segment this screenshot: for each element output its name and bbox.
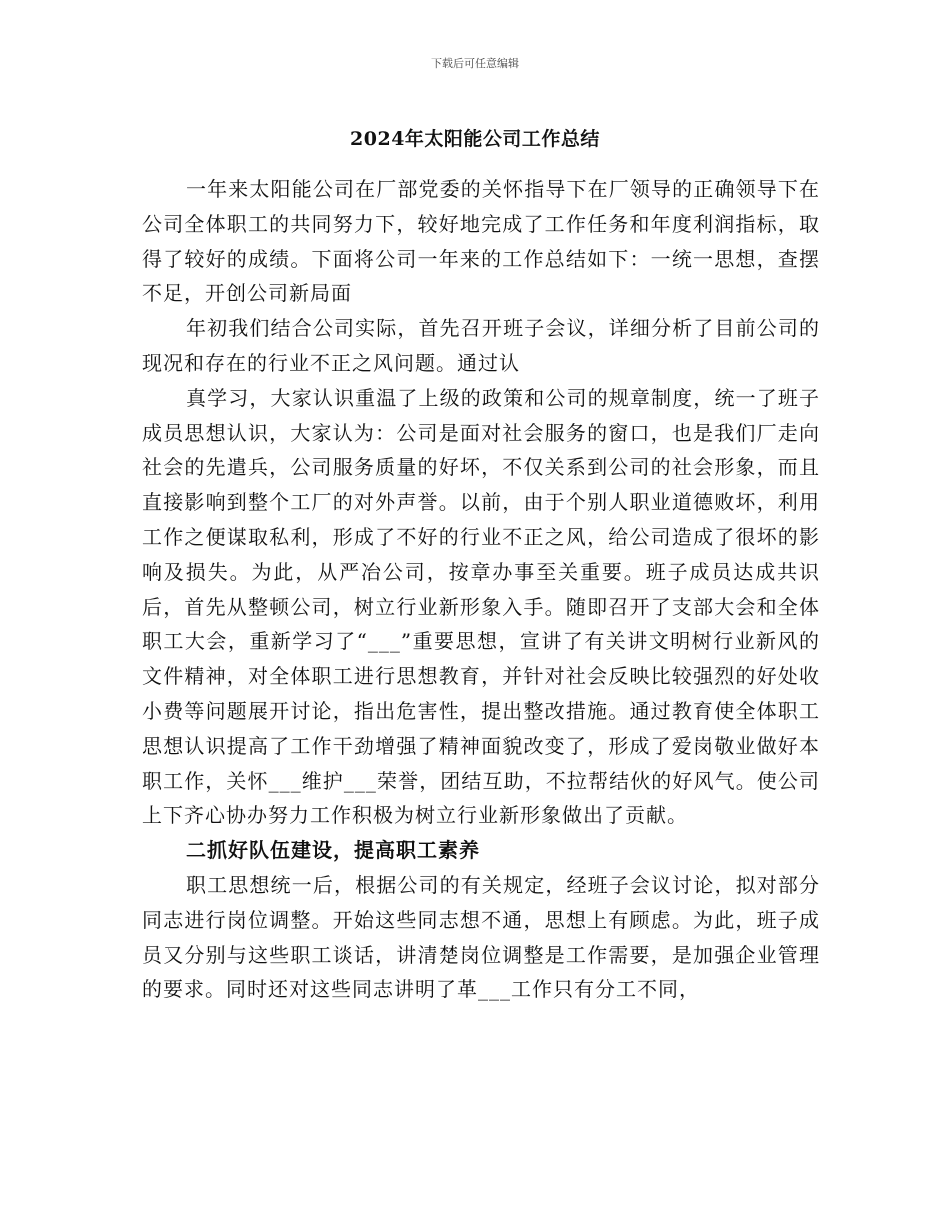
section-heading-team-building: 二抓好队伍建设，提高职工素养 <box>186 838 480 863</box>
document-title: 2024年太阳能公司工作总结 <box>350 128 600 150</box>
paragraph-meeting: 年初我们结合公司实际，首先召开班子会议，详细分析了目前公司的现况和存在的行业不正之风问题。通过认 <box>142 316 820 375</box>
paragraph-staff-adjustment: 职工思想统一后，根据公司的有关规定，经班子会议讨论，拟对部分同志进行岗位调整。开始这些同志想不通，思想上有顾虑。为此，班子成员又分别与这些职工谈话，讲清楚岗位调整是工作需要，是加强企业管理的要求。同时还对这些同志讲明了革___工作只有分工不同， <box>142 872 820 1002</box>
document-body <box>142 172 820 1007</box>
header-note: 下载后可任意编辑 <box>431 57 519 70</box>
paragraph-study: 真学习，大家认识重温了上级的政策和公司的规章制度，统一了班子成员思想认识，大家认为：公司是面对社会服务的窗口，也是我们厂走向社会的先遣兵，公司服务质量的好坏，不仅关系到公司的社会形象，而且直接影响到整个工厂的对外声誉。以前，由于个别人职业道德败坏，利用工作之便谋取私利，形成了不好的行业不正之风，给公司造成了很坏的影响及损失。为此，从严冶公司，按章办事至关重要。班子成员达成共识后，首先从整顿公司，树立行业新形象入手。随即召开了支部大会和全体职工大会，重新学习了“___”重要思想，宣讲了有关讲文明树行业新风的文件精神，对全体职工进行思想教育，并针对社会反映比较强烈的好处收小费等问题展开讨论，指出危害性，提出整改措施。通过教育使全体职工思想认识提高了工作干劲增强了精神面貌改变了，形成了爱岗敬业做好本职工作，关怀___维护___荣誉，团结互助，不拉帮结伙的好风气。使公司上下齐心协办努力工作积极为树立行业新形象做出了贡献。 <box>142 385 820 828</box>
paragraph-intro: 一年来太阳能公司在厂部党委的关怀指导下在厂领导的正确领导下在公司全体职工的共同努力下，较好地完成了工作任务和年度利润指标，取得了较好的成绩。下面将公司一年来的工作总结如下：一统一思想，查摆不足，开创公司新局面 <box>142 177 820 306</box>
